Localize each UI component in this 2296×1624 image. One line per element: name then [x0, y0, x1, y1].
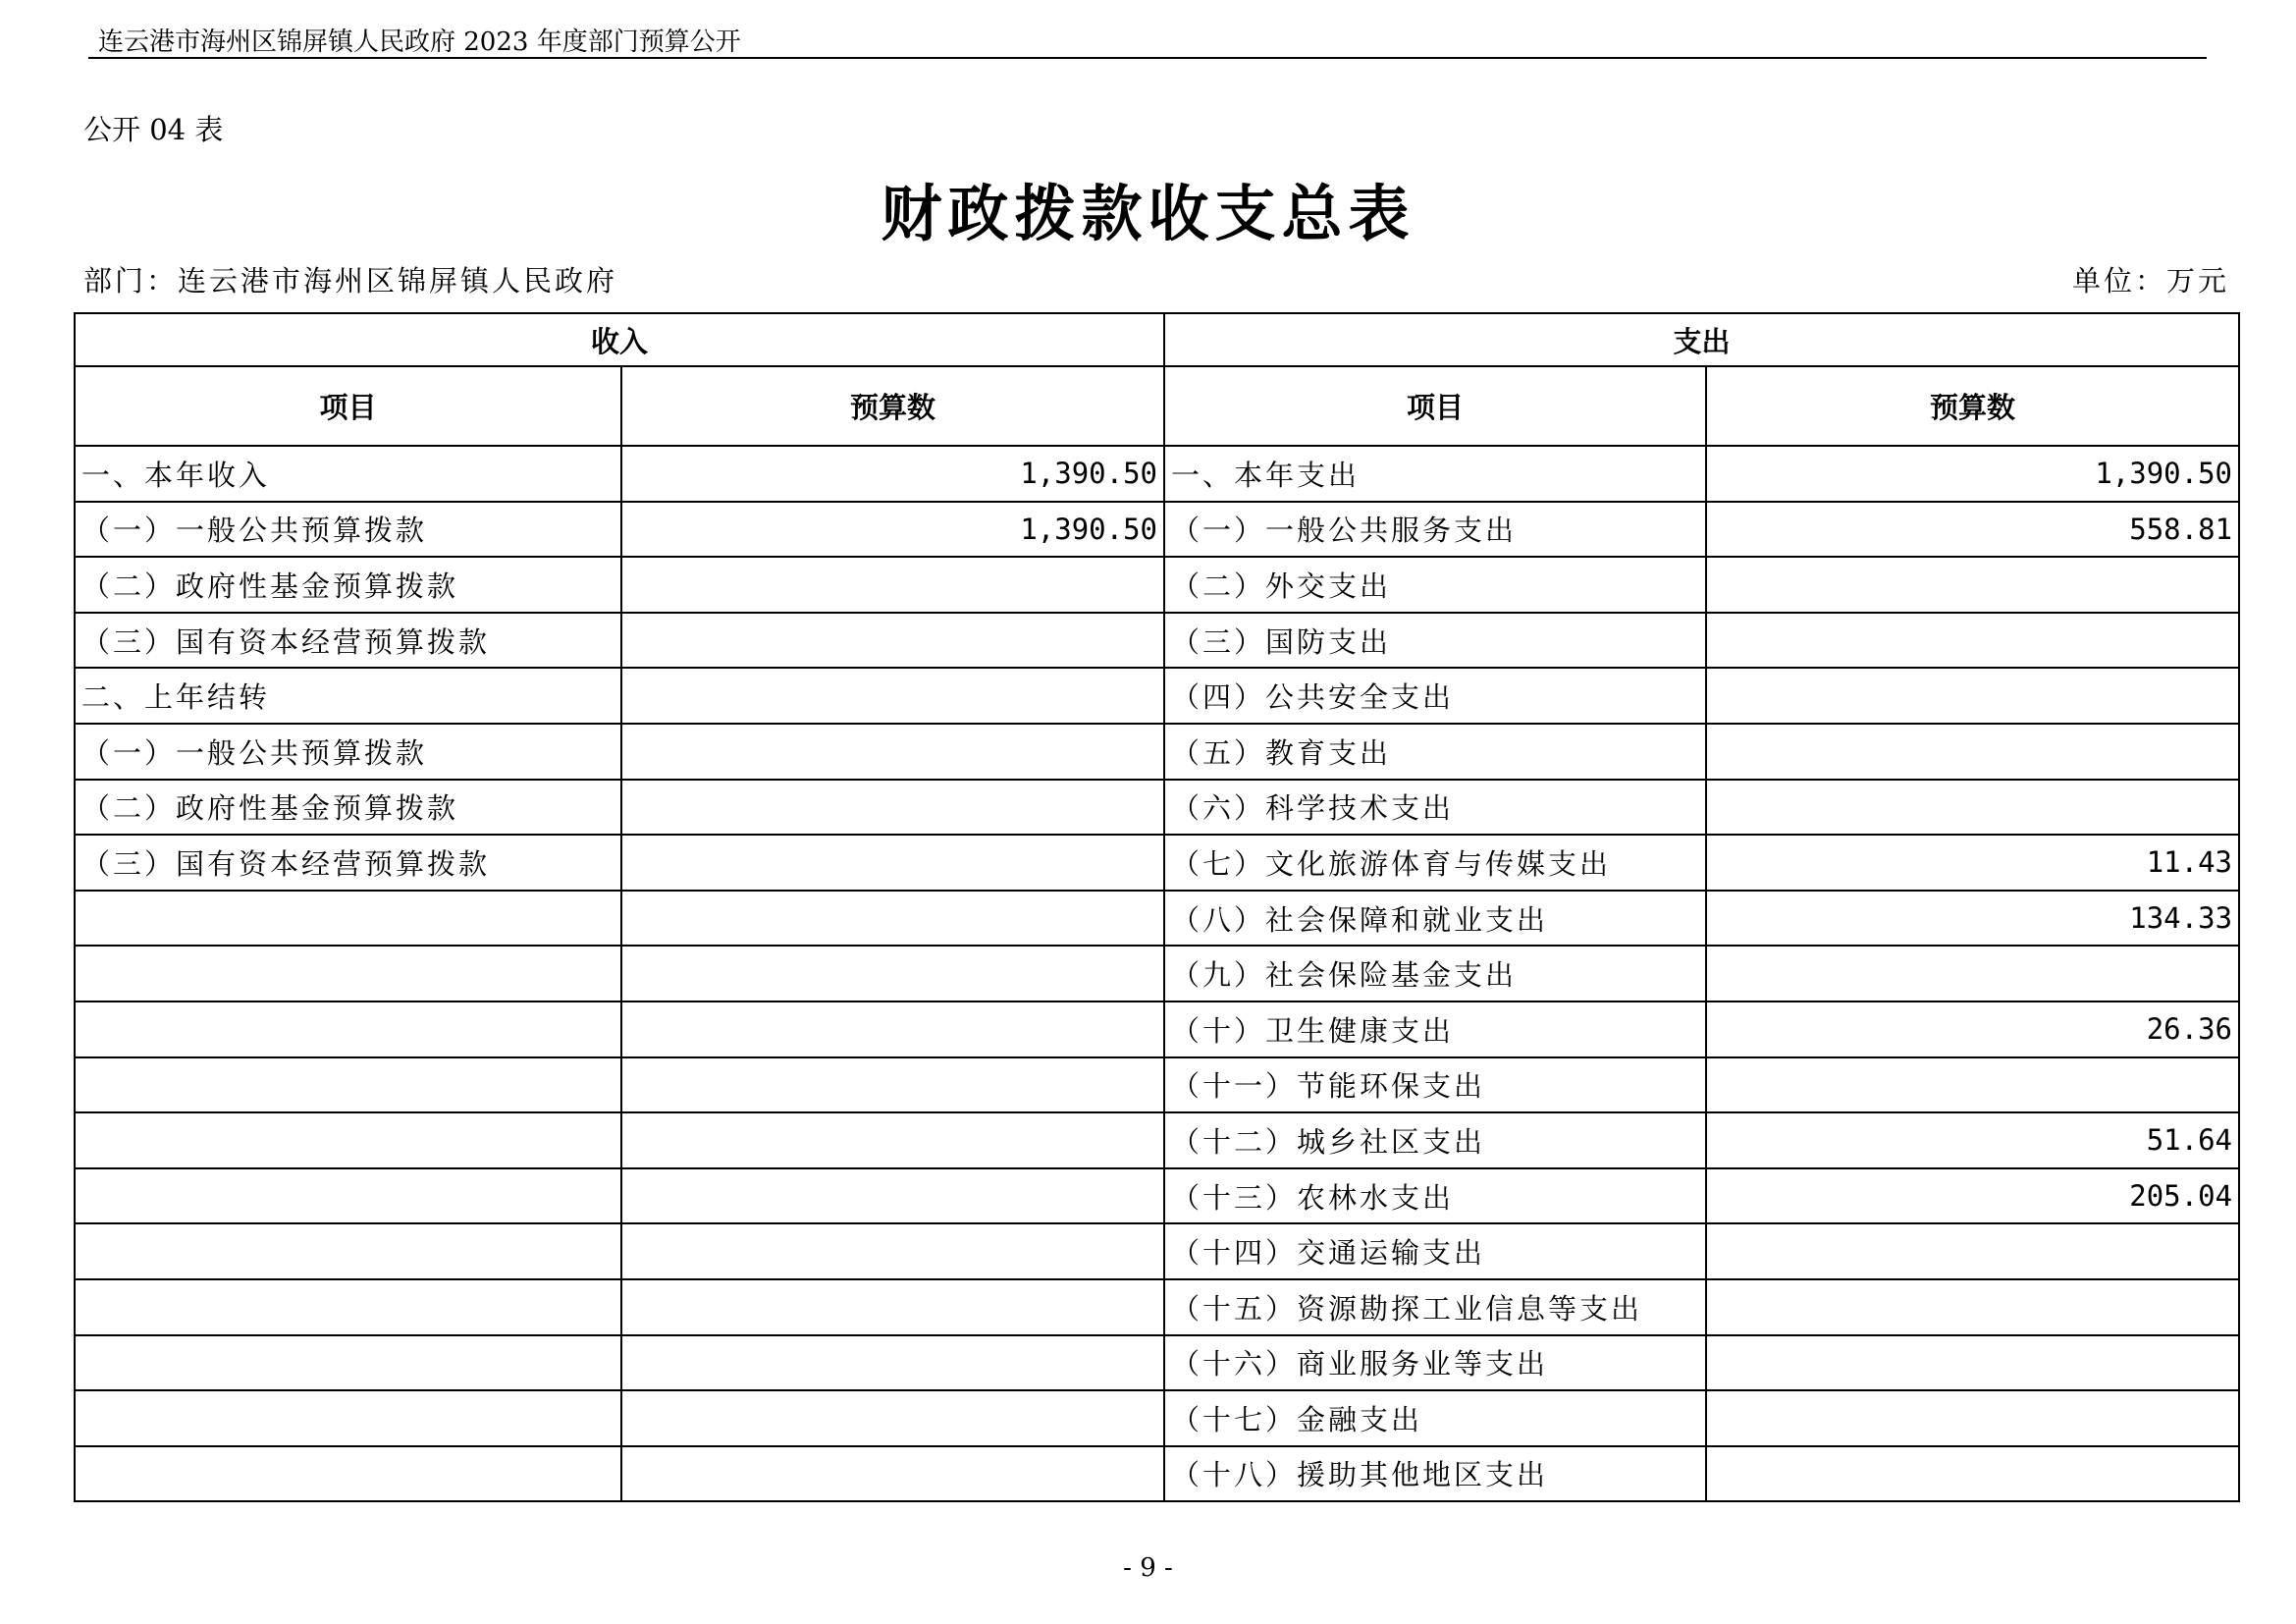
- expense-item-cell: （十六）商业服务业等支出: [1164, 1335, 1706, 1391]
- income-item-cell: [75, 1168, 621, 1224]
- income-item-cell: 二、上年结转: [75, 668, 621, 724]
- expense-amount-cell: 51.64: [1706, 1112, 2239, 1168]
- expense-item-cell: （十七）金融支出: [1164, 1390, 1706, 1446]
- table-row: [75, 724, 2239, 780]
- expense-amount-cell: [1706, 613, 2239, 669]
- budget-table: [74, 312, 2240, 1502]
- expense-item-cell: （四）公共安全支出: [1164, 668, 1706, 724]
- income-amount-header: 预算数: [621, 366, 1164, 446]
- column-header-row: [75, 366, 2239, 446]
- expense-amount-cell: 1,390.50: [1706, 446, 2239, 502]
- section-header-row: [75, 313, 2239, 366]
- income-item-cell: [75, 1335, 621, 1391]
- income-item-cell: [75, 1223, 621, 1279]
- income-amount-cell: [621, 557, 1164, 613]
- income-amount-cell: [621, 613, 1164, 669]
- income-item-cell: [75, 1390, 621, 1446]
- table-row: [75, 1168, 2239, 1224]
- income-amount-cell: [621, 891, 1164, 947]
- income-amount-cell: 1,390.50: [621, 502, 1164, 558]
- expense-amount-cell: [1706, 1279, 2239, 1335]
- table-row: [75, 557, 2239, 613]
- table-row: [75, 891, 2239, 947]
- running-header: 连云港市海州区锦屏镇人民政府 2023 年度部门预算公开: [98, 27, 741, 57]
- expense-item-cell: （十三）农林水支出: [1164, 1168, 1706, 1224]
- header-divider: [88, 57, 2207, 59]
- income-item-cell: （一）一般公共预算拨款: [75, 502, 621, 558]
- expense-amount-cell: [1706, 1335, 2239, 1391]
- unit-label: 单位：万元: [2071, 264, 2229, 298]
- income-amount-cell: [621, 1168, 1164, 1224]
- table-row: [75, 1390, 2239, 1446]
- expense-item-header: 项目: [1164, 366, 1706, 446]
- expense-amount-cell: [1706, 557, 2239, 613]
- income-amount-cell: [621, 946, 1164, 1001]
- income-amount-cell: [621, 1446, 1164, 1502]
- expense-amount-cell: [1706, 1223, 2239, 1279]
- income-item-cell: [75, 946, 621, 1001]
- income-item-cell: [75, 1112, 621, 1168]
- income-item-cell: [75, 891, 621, 947]
- income-amount-cell: [621, 1057, 1164, 1113]
- expense-item-cell: （十四）交通运输支出: [1164, 1223, 1706, 1279]
- income-amount-cell: [621, 1390, 1164, 1446]
- expense-amount-cell: 205.04: [1706, 1168, 2239, 1224]
- expense-amount-cell: [1706, 780, 2239, 836]
- expense-amount-cell: [1706, 668, 2239, 724]
- income-item-cell: [75, 1446, 621, 1502]
- income-item-cell: （三）国有资本经营预算拨款: [75, 613, 621, 669]
- page-number: - 9 -: [1123, 1553, 1173, 1583]
- expense-item-cell: （三）国防支出: [1164, 613, 1706, 669]
- income-item-cell: （二）政府性基金预算拨款: [75, 557, 621, 613]
- income-amount-cell: [621, 1001, 1164, 1057]
- expense-amount-cell: 26.36: [1706, 1001, 2239, 1057]
- department-label: 部门：连云港市海州区锦屏镇人民政府: [83, 264, 618, 298]
- expense-item-cell: 一、本年支出: [1164, 446, 1706, 502]
- table-row: [75, 946, 2239, 1001]
- expense-item-cell: （二）外交支出: [1164, 557, 1706, 613]
- income-amount-cell: [621, 724, 1164, 780]
- page-title: 财政拨款收支总表: [881, 178, 1415, 249]
- expense-item-cell: （六）科学技术支出: [1164, 780, 1706, 836]
- income-amount-cell: [621, 668, 1164, 724]
- table-row: [75, 1279, 2239, 1335]
- expense-item-cell: （十二）城乡社区支出: [1164, 1112, 1706, 1168]
- expense-amount-cell: [1706, 1390, 2239, 1446]
- expense-item-cell: （十八）援助其他地区支出: [1164, 1446, 1706, 1502]
- income-item-cell: （一）一般公共预算拨款: [75, 724, 621, 780]
- table-row: [75, 1446, 2239, 1502]
- table-code: 公开 04 表: [83, 113, 224, 146]
- expense-item-cell: （十一）节能环保支出: [1164, 1057, 1706, 1113]
- income-item-cell: （三）国有资本经营预算拨款: [75, 835, 621, 891]
- expense-amount-cell: 134.33: [1706, 891, 2239, 947]
- income-section-header: 收入: [75, 313, 1164, 366]
- income-amount-cell: 1,390.50: [621, 446, 1164, 502]
- table-row: [75, 835, 2239, 891]
- income-amount-cell: [621, 1335, 1164, 1391]
- expense-item-cell: （七）文化旅游体育与传媒支出: [1164, 835, 1706, 891]
- table-row: [75, 613, 2239, 669]
- table-row: [75, 502, 2239, 558]
- expense-item-cell: （十）卫生健康支出: [1164, 1001, 1706, 1057]
- expenditure-section-header: 支出: [1164, 313, 2239, 366]
- income-item-cell: [75, 1279, 621, 1335]
- expense-amount-header: 预算数: [1706, 366, 2239, 446]
- income-amount-cell: [621, 1223, 1164, 1279]
- income-item-cell: [75, 1001, 621, 1057]
- income-item-cell: [75, 1057, 621, 1113]
- expense-amount-cell: 11.43: [1706, 835, 2239, 891]
- income-item-header: 项目: [75, 366, 621, 446]
- income-item-cell: （二）政府性基金预算拨款: [75, 780, 621, 836]
- expense-item-cell: （八）社会保障和就业支出: [1164, 891, 1706, 947]
- table-row: [75, 1112, 2239, 1168]
- expense-amount-cell: [1706, 1057, 2239, 1113]
- expense-amount-cell: [1706, 724, 2239, 780]
- expense-amount-cell: [1706, 1446, 2239, 1502]
- table-row: [75, 1001, 2239, 1057]
- table-row: [75, 1335, 2239, 1391]
- table-row: [75, 1223, 2239, 1279]
- table-row: [75, 780, 2239, 836]
- expense-amount-cell: 558.81: [1706, 502, 2239, 558]
- table-row: [75, 446, 2239, 502]
- table-row: [75, 1057, 2239, 1113]
- income-amount-cell: [621, 1279, 1164, 1335]
- expense-item-cell: （九）社会保险基金支出: [1164, 946, 1706, 1001]
- table-row: [75, 668, 2239, 724]
- income-amount-cell: [621, 1112, 1164, 1168]
- expense-amount-cell: [1706, 946, 2239, 1001]
- expense-item-cell: （一）一般公共服务支出: [1164, 502, 1706, 558]
- income-amount-cell: [621, 780, 1164, 836]
- income-item-cell: 一、本年收入: [75, 446, 621, 502]
- expense-item-cell: （十五）资源勘探工业信息等支出: [1164, 1279, 1706, 1335]
- income-amount-cell: [621, 835, 1164, 891]
- expense-item-cell: （五）教育支出: [1164, 724, 1706, 780]
